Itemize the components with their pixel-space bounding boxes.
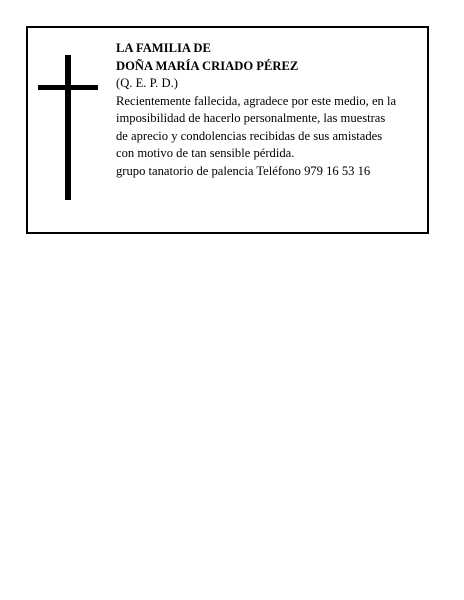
- notice-body-line: imposibilidad de hacerlo personalmente, las muestras: [116, 111, 386, 125]
- cross-icon: [38, 55, 98, 200]
- notice-body-line: de aprecio y condolencias recibidas de sus amistades: [116, 128, 383, 143]
- notice-body-line: con motivo de tan sensible pérdida.: [116, 146, 295, 160]
- funeral-home-contact: grupo tanatorio de palencia Teléfono 979 16 53 16: [116, 163, 371, 178]
- cross-horizontal-bar: [38, 85, 98, 90]
- rip-abbreviation: (Q. E. P. D.): [116, 76, 178, 90]
- deceased-name: DOÑA MARÍA CRIADO PÉREZ: [116, 58, 299, 73]
- notice-text: [116, 40, 422, 180]
- cross-vertical-bar: [65, 55, 71, 200]
- notice-body-line: Recientemente fallecida, agradece por este medio, en la: [116, 93, 397, 108]
- obituary-notice: [26, 26, 429, 234]
- notice-heading-family: LA FAMILIA DE: [116, 41, 211, 55]
